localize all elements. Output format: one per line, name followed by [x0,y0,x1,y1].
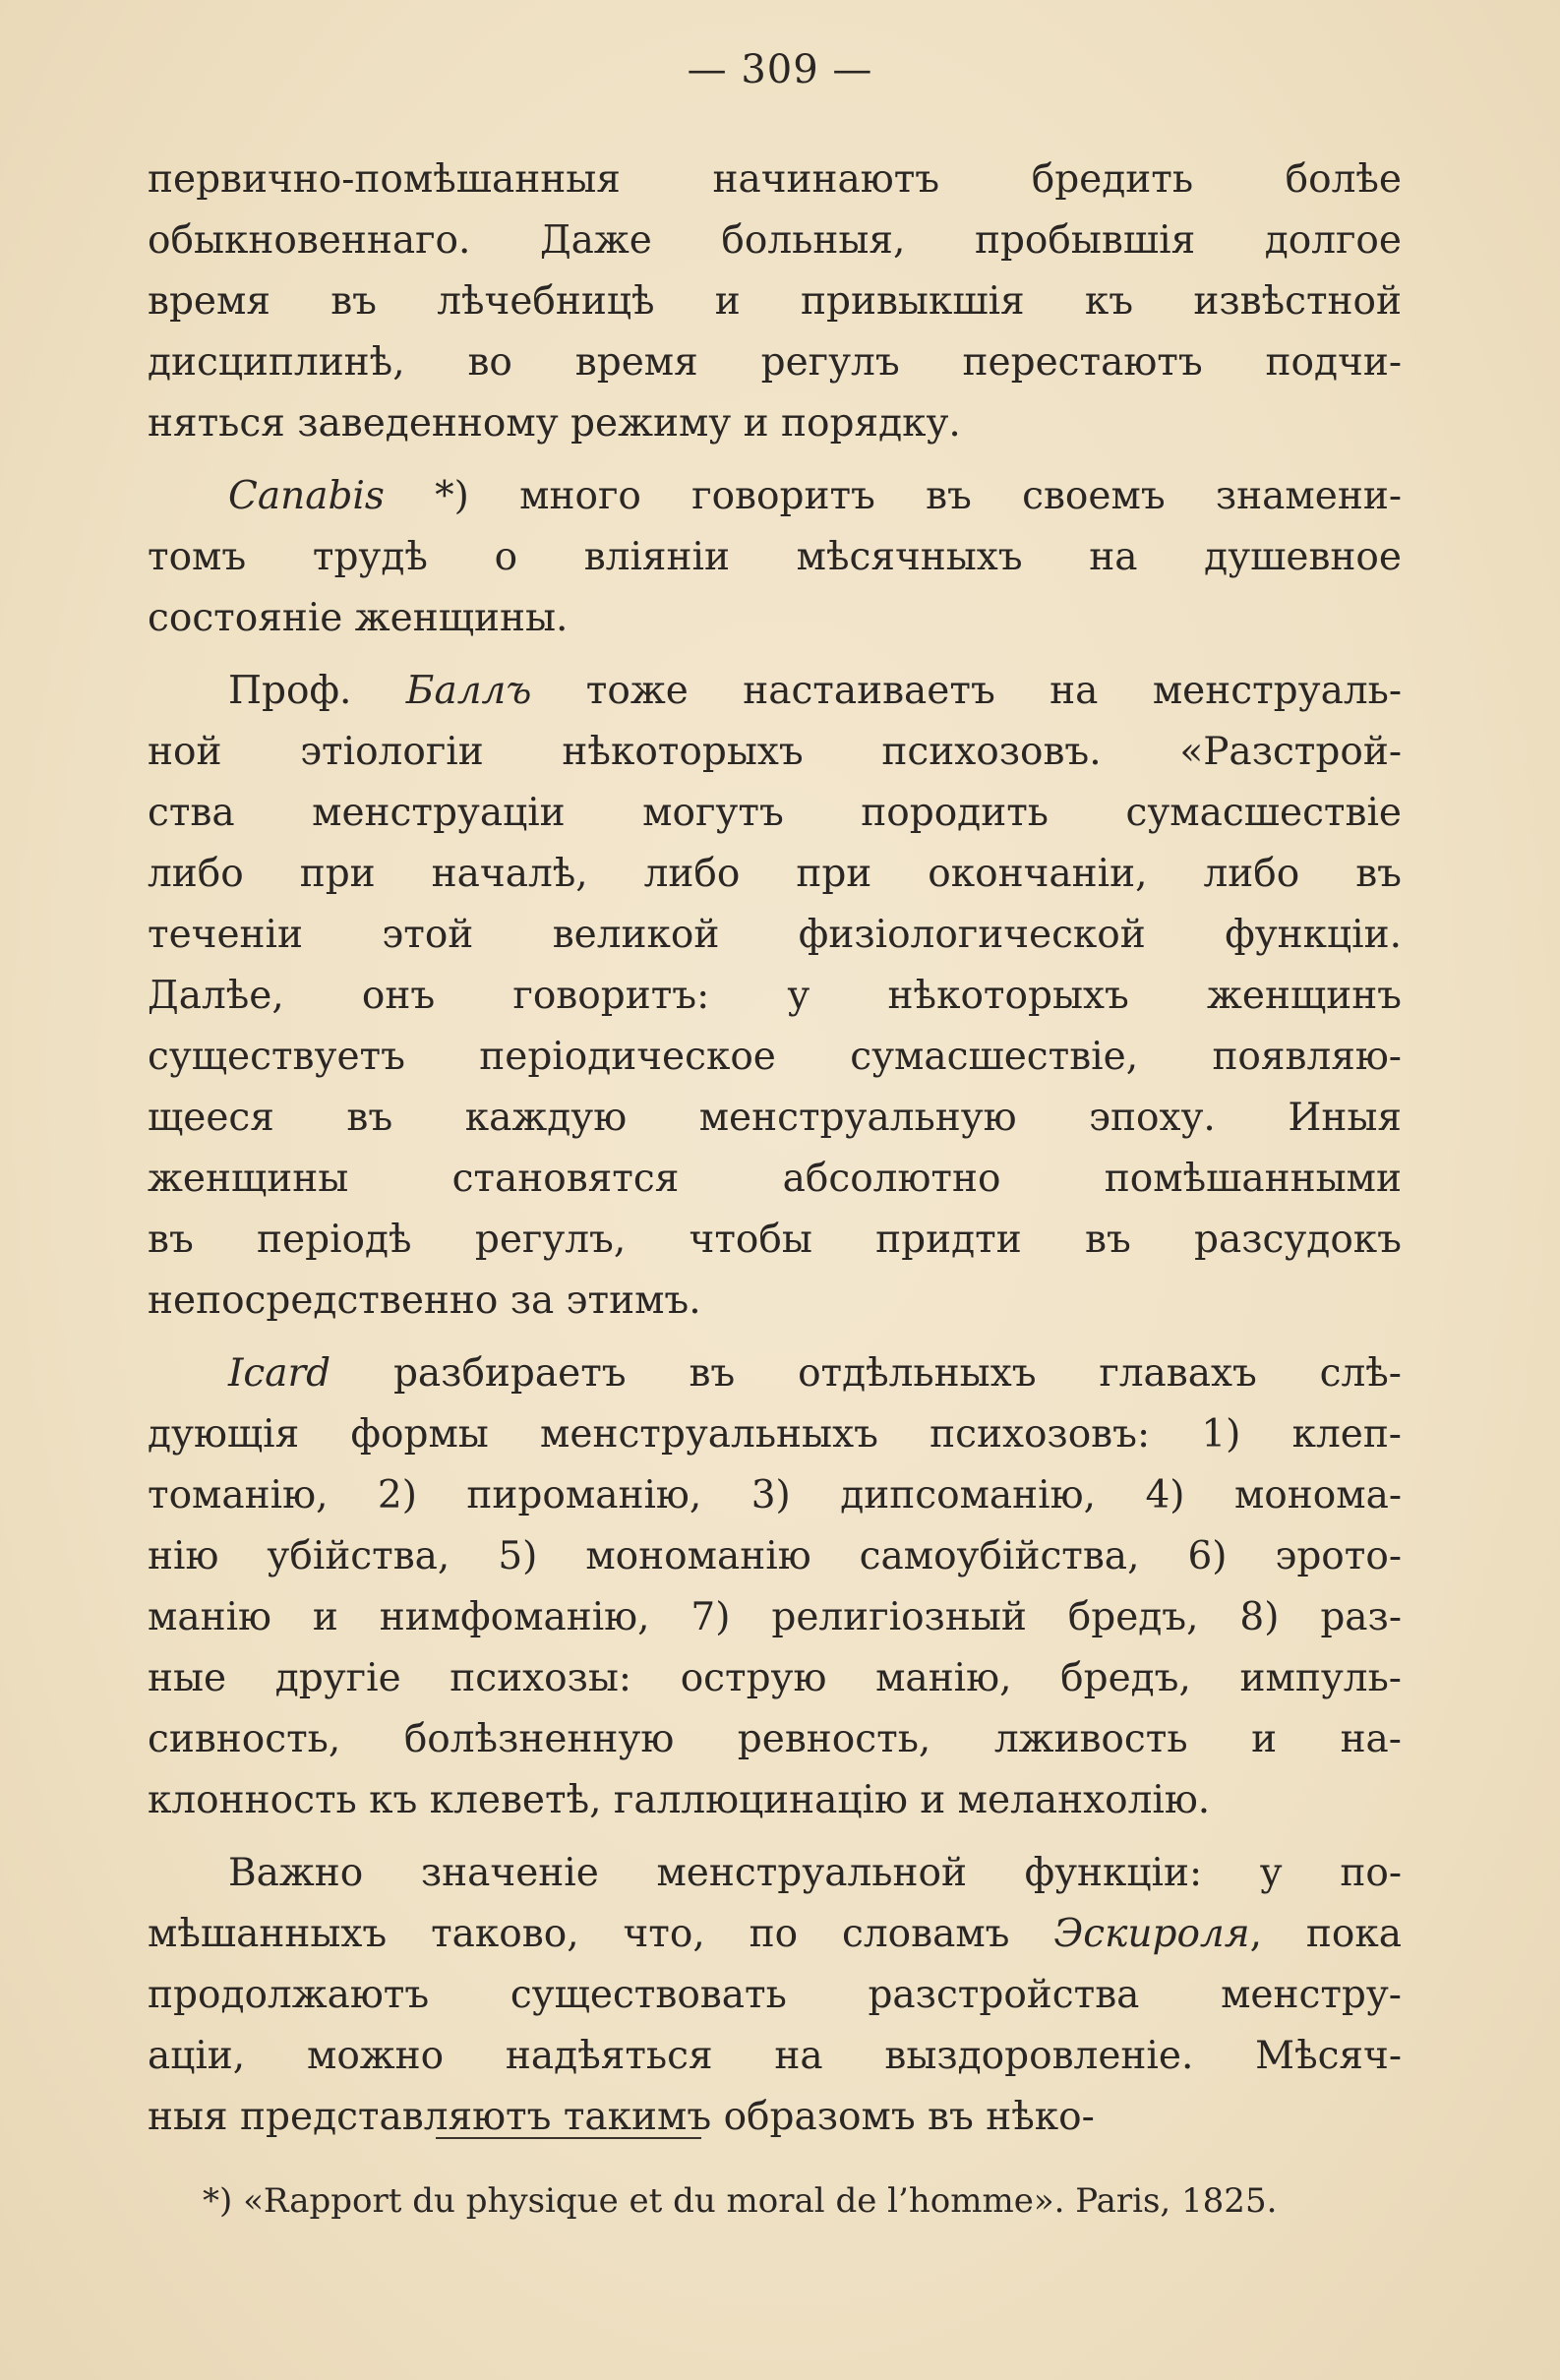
text-line [148,1904,1402,1965]
footnote-divider [436,2137,701,2139]
text-line [148,1648,1402,1709]
text-line [148,1271,1402,1332]
text-line [148,1404,1402,1465]
text-line [148,271,1402,332]
text-line [148,1210,1402,1271]
text-line [148,1149,1402,1210]
text-segment: продолжаютъ существовать разстройства менстру- [148,1973,1402,2017]
text-line [148,1088,1402,1149]
text-segment: либо при началѣ, либо при окончанiи, либо въ [148,852,1402,896]
paragraph [148,1843,1402,2148]
text-line [148,1843,1402,1904]
text-line [148,1027,1402,1088]
text-segment: дующiя формы менструальныхъ психозовъ: 1) клеп- [148,1412,1402,1457]
paragraph [148,466,1402,649]
text-line [148,661,1402,722]
text-line [148,905,1402,966]
text-segment: ацiи, можно надѣяться на выздоровленiе. Мѣсяч- [148,2034,1402,2078]
text-segment: время въ лѣчебницѣ и привыкшiя къ извѣстной [148,279,1402,324]
text-line [148,1965,1402,2026]
text-segment: непосредственно за этимъ. [148,1279,701,1323]
text-line [148,1770,1402,1831]
italic-name: Icard [228,1351,331,1396]
italic-name: Эскироля [1053,1912,1250,1956]
text-segment: тоже настаиваетъ на менструаль- [531,669,1403,713]
body-text [148,149,1402,2148]
text-line [148,332,1402,393]
text-line [148,722,1402,783]
text-segment: щееся въ каждую менструальную эпоху. Иныя [148,1096,1402,1140]
text-segment: ства менструацiи могутъ породить сумасшествiе [148,791,1402,835]
text-segment: обыкновеннаго. Даже больныя, пробывшiя долгое [148,218,1402,263]
text-segment: няться заведенному режиму и порядку. [148,401,961,446]
text-segment: томъ трудѣ о влiянiи мѣсячныхъ на душевное [148,535,1402,579]
text-line [148,1343,1402,1404]
text-line [148,1526,1402,1587]
text-line [148,1465,1402,1526]
text-line [148,2026,1402,2087]
text-segment: , пока [1249,1912,1402,1956]
text-line [148,1587,1402,1648]
text-segment: Важно значенiе менструальной функцiи: у по- [228,1851,1402,1895]
text-line [148,149,1402,210]
paragraph [148,1343,1402,1831]
text-line [148,466,1402,527]
page-number: — 309 — [687,47,873,92]
text-segment: разбираетъ въ отдѣльныхъ главахъ слѣ- [330,1351,1402,1396]
text-segment: первично-помѣшанныя начинаютъ бредить болѣе [148,157,1402,202]
text-segment: сивность, болѣзненную ревность, лживость и на- [148,1717,1402,1761]
text-segment: ной этiологiи нѣкоторыхъ психозовъ. «Разстрой- [148,730,1402,774]
text-segment: томанiю, 2) пироманiю, 3) дипсоманiю, 4) монома- [148,1473,1402,1517]
text-line [148,783,1402,844]
text-segment: Далѣе, онъ говоритъ: у нѣкоторыхъ женщинъ [148,974,1402,1018]
text-line [148,588,1402,649]
text-segment: ные другiе психозы: острую манiю, бредъ, импуль- [148,1656,1402,1700]
paragraph [148,661,1402,1332]
footnote: *) «Rapport du physique et du moral de l’homme». Paris, 1825. [203,2181,1278,2221]
text-line [148,527,1402,588]
text-segment: мѣшанныхъ таково, что, по словамъ [148,1912,1054,1956]
text-segment: нiю убiйства, 5) мономанiю самоубiйства, 6) эрото- [148,1534,1402,1578]
text-segment: существуетъ перiодическое сумасшествiе, появляю- [148,1035,1402,1079]
text-line [148,210,1402,271]
text-line [148,1709,1402,1770]
text-segment: Проф. [228,669,406,713]
text-segment: *) много говоритъ въ своемъ знамени- [384,474,1402,518]
text-line [148,2087,1402,2148]
text-line [148,966,1402,1027]
text-segment: клонность къ клеветѣ, галлюцинацiю и меланхолiю. [148,1778,1211,1822]
italic-name: Баллъ [405,669,532,713]
text-segment: женщины становятся абсолютно помѣшанными [148,1157,1402,1201]
text-line [148,393,1402,454]
text-segment: дисциплинѣ, во время регулъ перестаютъ подчи- [148,340,1402,385]
text-segment: теченiи этой великой физiологической функцiи. [148,913,1402,957]
text-segment: манiю и нимфоманiю, 7) религiозный бредъ, 8) раз- [148,1595,1402,1639]
italic-name: Canabis [228,474,385,518]
text-line [148,844,1402,905]
paragraph [148,149,1402,454]
text-segment: въ перiодѣ регулъ, чтобы придти въ разсудокъ [148,1218,1402,1262]
text-segment: ныя представляютъ такимъ образомъ въ нѣко- [148,2095,1095,2139]
text-segment: состоянiе женщины. [148,596,569,640]
